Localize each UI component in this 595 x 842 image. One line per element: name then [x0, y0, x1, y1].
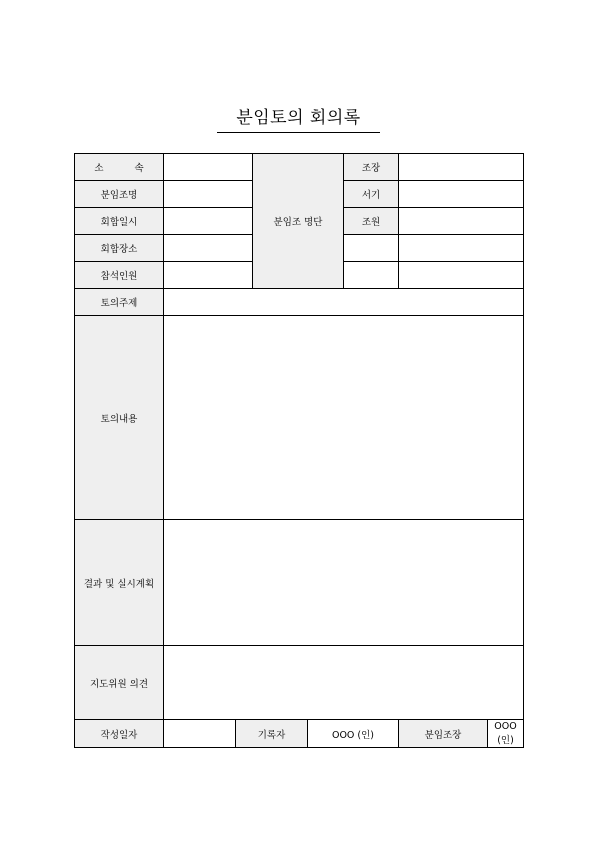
- label-result-plan: 결과 및 실시계획: [75, 520, 164, 646]
- row-signatures: [75, 720, 524, 748]
- member-field-3[interactable]: [399, 235, 524, 262]
- member-field-5[interactable]: [399, 262, 524, 289]
- label-recorder: 기록자: [236, 720, 308, 748]
- secretary-field[interactable]: [399, 181, 524, 208]
- label-member: 조원: [344, 208, 399, 235]
- row-content: [75, 316, 524, 520]
- label-attendees: 참석인원: [75, 262, 164, 289]
- leader-field[interactable]: [399, 154, 524, 181]
- content-field[interactable]: [164, 316, 524, 520]
- minutes-form-table: [74, 153, 524, 748]
- label-affiliation: 소 속: [75, 154, 164, 181]
- affiliation-field[interactable]: [164, 154, 253, 181]
- topic-field[interactable]: [164, 289, 524, 316]
- member-field-2[interactable]: [344, 235, 399, 262]
- date-written-field[interactable]: [164, 720, 236, 748]
- meeting-place-field[interactable]: [164, 235, 253, 262]
- group-name-field[interactable]: [164, 181, 253, 208]
- document-title: 분임토의 회의록: [217, 103, 380, 133]
- recorder-signature[interactable]: OOO (인): [308, 720, 399, 748]
- label-topic: 토의주제: [75, 289, 164, 316]
- group-leader-signature[interactable]: OOO (인): [488, 720, 524, 748]
- label-advisor-opinion: 지도위원 의견: [75, 646, 164, 720]
- label-roster: 분임조 명단: [253, 154, 344, 289]
- label-group-leader: 분임조장: [399, 720, 488, 748]
- row-topic: [75, 289, 524, 316]
- meeting-datetime-field[interactable]: [164, 208, 253, 235]
- row-advisor-opinion: [75, 646, 524, 720]
- label-leader: 조장: [344, 154, 399, 181]
- member-field-1[interactable]: [399, 208, 524, 235]
- advisor-opinion-field[interactable]: [164, 646, 524, 720]
- label-meeting-place: 회합장소: [75, 235, 164, 262]
- label-meeting-datetime: 회합일시: [75, 208, 164, 235]
- label-date-written: 작성일자: [75, 720, 164, 748]
- member-field-4[interactable]: [344, 262, 399, 289]
- attendees-field[interactable]: [164, 262, 253, 289]
- label-secretary: 서기: [344, 181, 399, 208]
- result-plan-field[interactable]: [164, 520, 524, 646]
- row-affiliation: [75, 154, 524, 181]
- label-group-name: 분임조명: [75, 181, 164, 208]
- label-content: 토의내용: [75, 316, 164, 520]
- row-result-plan: [75, 520, 524, 646]
